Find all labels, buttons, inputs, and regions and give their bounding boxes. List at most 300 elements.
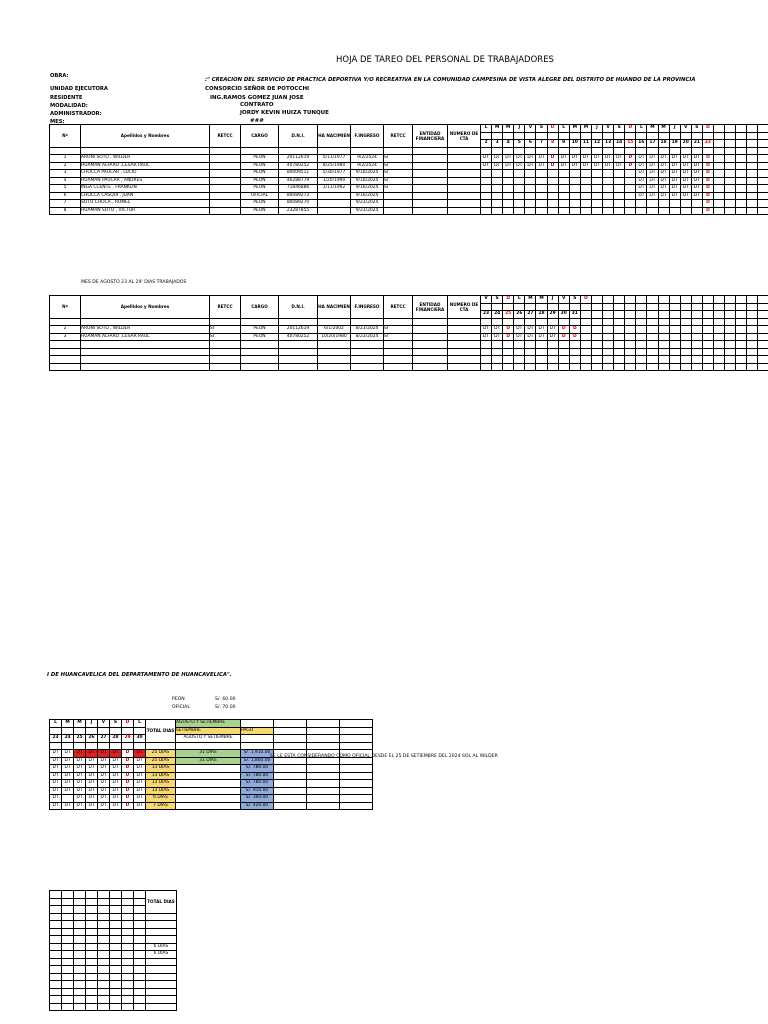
attendance-mark <box>614 326 625 334</box>
blank-cell <box>50 1003 62 1011</box>
table-row <box>50 988 177 996</box>
spacer-cell <box>547 132 558 140</box>
retcc-cell <box>210 177 241 185</box>
attendance-mark: DT <box>134 772 146 780</box>
attendance-mark: DT <box>691 162 702 170</box>
blank-cell <box>134 906 146 914</box>
empty-cell <box>680 348 691 356</box>
cta-cell <box>448 192 481 200</box>
cargo-cell: OFICIAL <box>241 192 279 200</box>
blank-cell <box>122 891 134 899</box>
empty-cell <box>547 363 558 371</box>
col-header-cta: NUMERO DE CTA <box>448 125 481 148</box>
day-letter <box>713 125 724 133</box>
worker-name: ARONI SOTO , WILDER <box>81 155 210 163</box>
blank-cell <box>122 936 134 944</box>
total-days-cell <box>146 996 177 1004</box>
attendance-mark <box>492 207 503 215</box>
blank-cell <box>725 318 736 326</box>
day-letter: S <box>536 125 547 133</box>
attendance-mark <box>758 192 768 200</box>
attendance-mark: DT <box>636 185 647 193</box>
extra-days-cell: 31 DIAS <box>176 750 241 758</box>
entidad-cell <box>413 170 448 178</box>
blank-cell <box>74 936 86 944</box>
empty-cell <box>503 341 514 349</box>
attendance-mark <box>713 207 724 215</box>
total-days-cell: 6 DIAS <box>146 951 177 959</box>
attendance-mark: DT <box>50 795 62 803</box>
attendance-mark <box>713 333 724 341</box>
cta-cell <box>448 207 481 215</box>
blank-cell <box>340 802 373 810</box>
blank-cell <box>340 787 373 795</box>
attendance-mark <box>503 185 514 193</box>
blank-cell <box>747 318 758 326</box>
attendance-mark <box>536 170 547 178</box>
attendance-mark: DT <box>481 155 492 163</box>
cargo-cell: PEON <box>241 207 279 215</box>
empty-cell <box>481 348 492 356</box>
attendance-mark <box>625 192 636 200</box>
blank-cell <box>122 988 134 996</box>
blank-cell <box>274 780 307 788</box>
attendance-mark: D <box>547 155 558 163</box>
row-number: 7 <box>50 200 81 208</box>
day-letter <box>669 296 680 304</box>
blank-cell <box>413 147 448 155</box>
attendance-mark: DT <box>514 326 525 334</box>
empty-cell <box>558 356 569 364</box>
attendance-mark <box>691 333 702 341</box>
empty-cell <box>547 356 558 364</box>
empty-cell <box>536 348 547 356</box>
empty-cell <box>81 341 210 349</box>
setiembre-header: SETIEMBRE <box>176 727 241 735</box>
day-letter <box>691 296 702 304</box>
empty-cell <box>536 356 547 364</box>
blank-cell <box>122 1003 134 1011</box>
spacer-cell <box>669 132 680 140</box>
blank-cell <box>122 742 134 750</box>
attendance-mark: DT <box>680 155 691 163</box>
attendance-mark <box>713 177 724 185</box>
blank-cell <box>122 898 134 906</box>
day-letter <box>747 125 758 133</box>
blank-cell <box>122 921 134 929</box>
empty-cell <box>413 363 448 371</box>
spacer-cell <box>122 727 134 735</box>
attendance-mark <box>580 200 591 208</box>
blank-cell <box>98 891 110 899</box>
attendance-mark <box>625 185 636 193</box>
blank-cell <box>86 928 98 936</box>
blank-cell <box>669 147 680 155</box>
attendance-mark <box>636 326 647 334</box>
table-row <box>50 966 177 974</box>
blank-cell <box>50 988 62 996</box>
spacer-cell <box>725 303 736 311</box>
empty-cell <box>525 363 536 371</box>
empty-cell <box>384 356 413 364</box>
attendance-mark <box>713 155 724 163</box>
empty-cell <box>736 341 747 349</box>
day-letter <box>636 296 647 304</box>
attendance-mark: D <box>547 162 558 170</box>
spacer-cell <box>558 132 569 140</box>
attendance-mark: DT <box>691 155 702 163</box>
attendance-mark <box>569 200 580 208</box>
attendance-mark <box>669 333 680 341</box>
total-days-header: TOTAL DIAS <box>146 891 177 914</box>
attendance-mark <box>547 192 558 200</box>
attendance-mark <box>625 170 636 178</box>
attendance-mark: DT <box>62 780 74 788</box>
empty-cell <box>725 341 736 349</box>
attendance-mark: DT <box>98 757 110 765</box>
attendance-mark <box>736 185 747 193</box>
empty-cell <box>603 363 614 371</box>
blank-cell <box>274 727 307 735</box>
empty-cell <box>547 348 558 356</box>
day-letter: V <box>98 720 110 728</box>
attendance-mark <box>514 177 525 185</box>
rate-oficial-label: OFICIAL <box>172 705 190 710</box>
day-letter: M <box>658 125 669 133</box>
empty-cell <box>514 341 525 349</box>
attendance-mark <box>492 200 503 208</box>
attendance-mark: DT <box>74 750 86 758</box>
attendance-mark: DT <box>50 765 62 773</box>
col-header-num: Nº <box>50 125 81 148</box>
attendance-mark <box>514 200 525 208</box>
day-letter: M <box>74 720 86 728</box>
table-row <box>50 162 768 170</box>
residente-label: RESIDENTE <box>50 95 83 101</box>
blank-cell <box>110 951 122 959</box>
empty-cell <box>591 341 602 349</box>
start-date-cell: 9/2/2024 <box>351 155 384 163</box>
attendance-mark <box>758 185 768 193</box>
attendance-mark: DT <box>536 162 547 170</box>
empty-cell <box>747 348 758 356</box>
empty-cell <box>691 348 702 356</box>
attendance-mark: DT <box>481 162 492 170</box>
blank-cell <box>122 981 134 989</box>
blank-cell <box>580 318 591 326</box>
blank-cell <box>413 318 448 326</box>
attendance-mark <box>503 192 514 200</box>
attendance-mark: DT <box>62 787 74 795</box>
attendance-mark <box>736 170 747 178</box>
blank-cell <box>241 720 274 728</box>
day-number <box>691 311 702 319</box>
day-number <box>758 140 768 148</box>
birth-date-cell: 1/11/1992 <box>318 185 351 193</box>
day-number: 31 <box>569 311 580 319</box>
attendance-mark <box>492 185 503 193</box>
spacer-cell <box>50 727 62 735</box>
entidad-cell <box>413 155 448 163</box>
empty-cell <box>658 341 669 349</box>
spacer-cell <box>514 132 525 140</box>
empty-cell <box>647 341 658 349</box>
blank-cell <box>680 318 691 326</box>
attendance-mark <box>713 192 724 200</box>
blank-row <box>50 318 768 326</box>
empty-cell <box>725 363 736 371</box>
spacer-cell <box>625 132 636 140</box>
attendance-mark <box>580 170 591 178</box>
attendance-mark: DT <box>547 326 558 334</box>
blank-cell <box>448 318 481 326</box>
empty-cell <box>691 341 702 349</box>
total-days-cell <box>146 1003 177 1011</box>
day-number <box>680 311 691 319</box>
blank-cell <box>50 936 62 944</box>
empty-cell <box>481 341 492 349</box>
attendance-mark: D <box>122 787 134 795</box>
retcc-cell <box>210 170 241 178</box>
blank-cell <box>307 787 340 795</box>
day-letter <box>702 296 713 304</box>
day-number: 4 <box>503 140 514 148</box>
worker-name: ARONI SOTO , WILDER <box>81 326 210 334</box>
attendance-mark <box>525 192 536 200</box>
worker-name: SOTO CHOCA , ROMEL <box>81 200 210 208</box>
blank-cell <box>74 898 86 906</box>
blank-cell <box>110 742 122 750</box>
empty-cell <box>736 348 747 356</box>
residente-value: ING.RAMOS GOMEZ JUAN JOSE <box>210 95 304 101</box>
blank-cell <box>50 898 62 906</box>
attendance-mark <box>736 207 747 215</box>
attendance-mark: DT <box>669 177 680 185</box>
day-number: 20 <box>680 140 691 148</box>
empty-cell <box>614 348 625 356</box>
attendance-mark <box>481 207 492 215</box>
blank-cell <box>481 147 492 155</box>
blank-cell <box>98 966 110 974</box>
spacer-cell <box>680 132 691 140</box>
retcc2-cell: SI <box>384 170 413 178</box>
blank-cell <box>736 147 747 155</box>
day-letter <box>603 296 614 304</box>
blank-cell <box>702 147 713 155</box>
blank-cell <box>110 928 122 936</box>
empty-cell <box>279 341 318 349</box>
blank-cell <box>86 951 98 959</box>
blank-cell <box>340 727 373 735</box>
blank-cell <box>98 921 110 929</box>
day-number: 24 <box>492 311 503 319</box>
blank-cell <box>134 973 146 981</box>
attendance-mark <box>747 333 758 341</box>
empty-cell <box>625 341 636 349</box>
blank-cell <box>86 913 98 921</box>
attendance-mark <box>658 207 669 215</box>
empty-cell <box>547 341 558 349</box>
attendance-mark <box>603 170 614 178</box>
blank-cell <box>636 147 647 155</box>
worker-name: HUAMAN ALFARO ,CESAR RAUL <box>81 162 210 170</box>
cta-cell <box>448 177 481 185</box>
attendance-mark <box>569 207 580 215</box>
attendance-mark <box>536 200 547 208</box>
empty-cell <box>702 363 713 371</box>
attendance-mark <box>736 177 747 185</box>
attendance-mark <box>647 326 658 334</box>
attendance-mark <box>603 207 614 215</box>
attendance-mark: DT <box>658 185 669 193</box>
attendance-mark <box>481 170 492 178</box>
table-row <box>50 973 177 981</box>
col-header-ingreso: F.INGRESO <box>351 125 384 148</box>
day-letter <box>736 296 747 304</box>
empty-cell <box>691 363 702 371</box>
dni-cell: 71846886 <box>279 185 318 193</box>
empty-cell <box>569 363 580 371</box>
attendance-mark: DT <box>636 177 647 185</box>
col-header-cta: NUMERO DE CTA <box>448 296 481 319</box>
attendance-mark <box>547 207 558 215</box>
birth-date-cell: 10/20/1980 <box>318 333 351 341</box>
attendance-mark <box>725 326 736 334</box>
attendance-mark: D <box>702 177 713 185</box>
attendance-mark <box>492 177 503 185</box>
table-row <box>50 348 768 356</box>
attendance-mark: DT <box>50 780 62 788</box>
blank-cell <box>351 147 384 155</box>
table-row <box>50 958 177 966</box>
total-days-cell: 6 DIAS <box>146 943 177 951</box>
blank-cell <box>636 318 647 326</box>
blank-cell <box>62 951 74 959</box>
birth-date-cell <box>318 200 351 208</box>
empty-cell <box>603 356 614 364</box>
blank-cell <box>86 906 98 914</box>
attendance-mark: DT <box>50 772 62 780</box>
blank-cell <box>50 928 62 936</box>
empty-cell <box>514 363 525 371</box>
retcc2-cell <box>384 207 413 215</box>
modalidad-value: CONTRATO <box>240 102 274 108</box>
attendance-mark: DT <box>658 170 669 178</box>
entidad-cell <box>413 192 448 200</box>
day-letter: J <box>547 296 558 304</box>
blank-cell <box>134 913 146 921</box>
day-number <box>647 311 658 319</box>
empty-cell <box>210 363 241 371</box>
col-header-nac: HA NACIMIEN <box>318 125 351 148</box>
attendance-mark: DT <box>503 155 514 163</box>
table-row <box>50 207 768 215</box>
day-letter <box>591 296 602 304</box>
retcc2-cell: SI <box>384 155 413 163</box>
empty-cell <box>625 356 636 364</box>
attendance-mark <box>691 326 702 334</box>
blank-cell <box>62 891 74 899</box>
blank-cell <box>274 720 307 728</box>
spacer-cell <box>569 132 580 140</box>
attendance-mark: DT <box>691 177 702 185</box>
day-number: 26 <box>514 311 525 319</box>
attendance-mark: DT <box>98 750 110 758</box>
empty-cell <box>318 341 351 349</box>
attendance-mark <box>569 192 580 200</box>
retcc2-cell <box>384 200 413 208</box>
empty-cell <box>569 356 580 364</box>
empty-cell <box>758 348 768 356</box>
attendance-mark: DT <box>603 155 614 163</box>
attendance-mark: DT <box>614 162 625 170</box>
attendance-mark: DT <box>636 162 647 170</box>
attendance-mark <box>658 200 669 208</box>
blank-cell <box>74 981 86 989</box>
blank-cell <box>307 802 340 810</box>
day-number: 16 <box>636 140 647 148</box>
attendance-mark: DT <box>691 192 702 200</box>
col-header-names: Apellidos y Nombres <box>81 296 210 319</box>
blank-cell <box>625 318 636 326</box>
attendance-mark <box>736 200 747 208</box>
blank-cell <box>86 742 98 750</box>
retcc2-cell: SI <box>384 326 413 334</box>
attendance-mark <box>736 162 747 170</box>
extra-days-cell <box>176 765 241 773</box>
dni-cell: 46288779 <box>279 177 318 185</box>
day-number: 18 <box>658 140 669 148</box>
blank-cell <box>86 891 98 899</box>
payment-cell: S/. 420.00 <box>241 802 274 810</box>
start-date-cell: 9/16/2024 <box>351 177 384 185</box>
blank-cell <box>110 898 122 906</box>
attendance-mark <box>580 177 591 185</box>
empty-cell <box>536 341 547 349</box>
dni-cell: 40780252 <box>279 162 318 170</box>
empty-cell <box>603 341 614 349</box>
blank-cell <box>241 742 274 750</box>
attendance-mark <box>758 207 768 215</box>
attendance-mark <box>669 200 680 208</box>
blank-cell <box>658 147 669 155</box>
attendance-mark: D <box>569 333 580 341</box>
birth-date-cell: 6/1/2002 <box>318 326 351 334</box>
blank-cell <box>50 996 62 1004</box>
retcc-cell <box>210 192 241 200</box>
empty-cell <box>448 356 481 364</box>
blank-cell <box>62 973 74 981</box>
day-number: 2 <box>481 140 492 148</box>
empty-cell <box>351 348 384 356</box>
attendance-mark: DT <box>62 802 74 810</box>
header-row <box>50 727 373 735</box>
payment-cell: S/. 1,860.00 <box>241 757 274 765</box>
blank-cell <box>62 921 74 929</box>
day-number: 13 <box>603 140 614 148</box>
attendance-mark <box>558 170 569 178</box>
blank-cell <box>492 318 503 326</box>
col-header-names: Apellidos y Nombres <box>81 125 210 148</box>
attendance-mark <box>503 207 514 215</box>
table-row <box>50 170 768 178</box>
day-number: 11 <box>580 140 591 148</box>
table-row <box>50 951 177 959</box>
col-header-dni: D.N.I. <box>279 296 318 319</box>
rate-oficial-value: S/. 70.00 <box>215 705 236 710</box>
attendance-mark: D <box>503 326 514 334</box>
blank-cell <box>448 147 481 155</box>
